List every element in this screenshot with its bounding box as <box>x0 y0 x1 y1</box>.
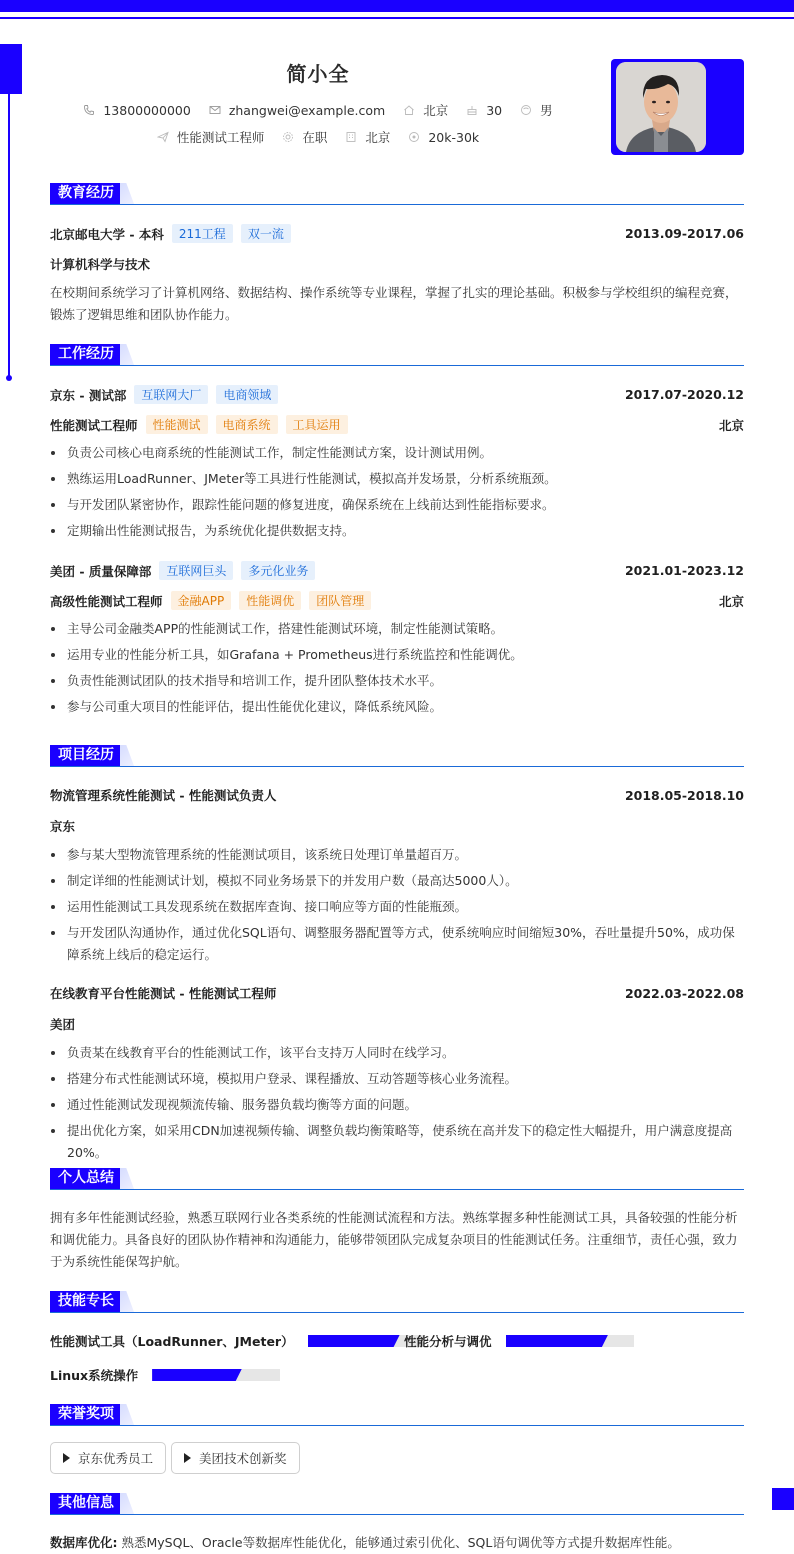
status-info <box>282 128 327 146</box>
skill-bar <box>152 1369 280 1381</box>
section-rule <box>50 766 744 767</box>
school-name: 北京邮电大学 - 本科 <box>50 226 164 242</box>
position-tag: 金融APP <box>171 591 232 610</box>
location-info <box>403 101 448 119</box>
section-education <box>50 183 744 207</box>
list-item: 熟练运用LoadRunner、JMeter等工具进行性能测试，模拟高并发场景，分析系统瓶颈。 <box>50 468 744 490</box>
list-item: 定期输出性能测试报告，为系统优化提供数据支持。 <box>50 520 744 542</box>
play-icon <box>184 1453 191 1463</box>
salary-text: 20k-30k <box>428 129 480 145</box>
position-tag: 工具运用 <box>286 415 348 434</box>
section-skills <box>50 1291 744 1315</box>
work-company-row <box>50 561 744 580</box>
other-label: 数据库优化: <box>50 1535 118 1550</box>
list-item: 运用性能测试工具发现系统在数据库查询、接口响应等方面的性能瓶颈。 <box>50 896 744 918</box>
side-accent-dot <box>6 375 12 381</box>
title-tail <box>120 1291 134 1312</box>
education-description: 在校期间系统学习了计算机网络、数据结构、操作系统等专业课程，掌握了扎实的理论基础。积极参与学校组织的编程竞赛，锻炼了逻辑思维和团队协作能力。 <box>50 285 738 322</box>
company-tag: 多元化业务 <box>241 561 315 580</box>
project-org: 美团 <box>50 1017 76 1032</box>
salary-info <box>408 130 479 145</box>
school-tag: 双一流 <box>241 224 291 243</box>
phone-text: 13800000000 <box>103 102 191 118</box>
position-tag: 性能调优 <box>239 591 301 610</box>
award-label: 京东优秀员工 <box>78 1451 154 1466</box>
gender-info <box>520 101 553 119</box>
company-name: 美团 - 质量保障部 <box>50 563 152 579</box>
position-tag: 电商系统 <box>216 415 278 434</box>
position-name: 高级性能测试工程师 <box>50 593 163 609</box>
title-tail <box>120 1168 134 1189</box>
building-icon <box>345 131 357 143</box>
title-tail <box>120 745 134 766</box>
skill-item <box>50 1332 423 1350</box>
section-rule <box>50 1189 744 1190</box>
section-other <box>50 1493 744 1517</box>
education-row <box>50 224 744 243</box>
work-period: 2017.07-2020.12 <box>624 387 744 402</box>
project-row <box>50 786 744 804</box>
email-info <box>209 103 385 118</box>
phone-info <box>83 103 190 118</box>
skill-name: 性能分析与调优 <box>404 1334 492 1349</box>
home-icon <box>403 104 415 116</box>
skill-bar-fill <box>308 1335 400 1347</box>
section-summary <box>50 1168 744 1192</box>
other-text: 熟悉MySQL、Oracle等数据库性能优化，能够通过索引优化、SQL语句调优等方式提升数据库性能。 <box>121 1535 680 1550</box>
list-item: 与开发团队沟通协作，通过优化SQL语句、调整服务器配置等方式，使系统响应时间缩短30%，吞吐量提升50%，成功保障系统上线后的稳定运行。 <box>50 922 744 966</box>
section-title: 荣誉奖项 <box>50 1404 122 1425</box>
cake-icon <box>466 104 478 116</box>
contact-row <box>0 101 636 119</box>
work-company-row <box>50 385 744 404</box>
section-title: 项目经历 <box>50 745 122 766</box>
school-tag: 211工程 <box>172 224 233 243</box>
work-position-row <box>50 591 744 610</box>
position-tag: 性能测试 <box>146 415 208 434</box>
section-title: 技能专长 <box>50 1291 122 1312</box>
email-text: zhangwei@example.com <box>228 102 386 118</box>
title-tail <box>120 344 134 365</box>
project-bullets <box>50 1042 744 1168</box>
section-rule <box>50 1514 744 1515</box>
section-title: 其他信息 <box>50 1493 122 1514</box>
title-tail <box>120 1493 134 1514</box>
work-bullets <box>50 618 744 722</box>
location-text: 北京 <box>423 103 449 118</box>
project-period: 2018.05-2018.10 <box>624 787 744 803</box>
position-tag: 团队管理 <box>309 591 371 610</box>
gender-text: 男 <box>540 103 553 118</box>
project-bullets <box>50 844 744 970</box>
section-title: 工作经历 <box>50 344 122 365</box>
list-item: 通过性能测试发现视频流传输、服务器负载均衡等方面的问题。 <box>50 1094 744 1116</box>
mail-icon <box>209 104 221 116</box>
company-tag: 电商领域 <box>216 385 278 404</box>
age-info <box>466 103 502 118</box>
skill-name: 性能测试工具（LoadRunner、JMeter） <box>50 1334 294 1349</box>
send-icon <box>157 131 169 143</box>
coin-icon <box>408 131 420 143</box>
skill-bar <box>506 1335 634 1347</box>
list-item: 运用专业的性能分析工具，如Grafana + Prometheus进行系统监控和性能调优。 <box>50 644 744 666</box>
skill-item <box>50 1366 280 1384</box>
project-row <box>50 984 744 1002</box>
list-item: 负责公司核心电商系统的性能测试工作，制定性能测试方案，设计测试用例。 <box>50 442 744 464</box>
project-name: 物流管理系统性能测试 - 性能测试负责人 <box>50 788 277 803</box>
skill-bar-fill <box>152 1369 242 1381</box>
award-label: 美团技术创新奖 <box>199 1451 287 1466</box>
education-period: 2013.09-2017.06 <box>624 226 744 241</box>
section-rule <box>50 1425 744 1426</box>
list-item: 主导公司金融类APP的性能测试工作，搭建性能测试环境，制定性能测试策略。 <box>50 618 744 640</box>
list-item: 参与公司重大项目的性能评估，提出性能优化建议，降低系统风险。 <box>50 696 744 718</box>
profile-photo <box>616 62 706 152</box>
list-item: 制定详细的性能测试计划，模拟不同业务场景下的并发用户数（最高达5000人）。 <box>50 870 744 892</box>
work-city: 北京 <box>718 593 744 609</box>
corner-accent-block <box>772 1488 794 1510</box>
section-work <box>50 344 744 368</box>
award-item <box>171 1442 300 1474</box>
section-title: 教育经历 <box>50 183 122 204</box>
title-tail <box>120 1404 134 1425</box>
job-target-info <box>157 128 265 146</box>
project-name: 在线教育平台性能测试 - 性能测试工程师 <box>50 986 277 1001</box>
company-name: 京东 - 测试部 <box>50 387 127 403</box>
section-rule <box>50 204 744 205</box>
candidate-name: 简小全 <box>286 62 350 86</box>
intent-row <box>0 128 636 146</box>
list-item: 负责性能测试团队的技术指导和培训工作，提升团队整体技术水平。 <box>50 670 744 692</box>
person-icon <box>520 104 532 116</box>
list-item: 参与某大型物流管理系统的性能测试项目，该系统日处理订单量超百万。 <box>50 844 744 866</box>
top-accent-line <box>0 17 794 19</box>
section-awards <box>50 1404 744 1428</box>
major: 计算机科学与技术 <box>50 257 151 272</box>
section-projects <box>50 745 744 769</box>
work-period: 2021.01-2023.12 <box>624 563 744 578</box>
target-city-info <box>345 128 390 146</box>
section-rule <box>50 365 744 366</box>
phone-icon <box>83 104 95 116</box>
list-item: 提出优化方案，如采用CDN加速视频传输、调整负载均衡策略等，使系统在高并发下的稳定性大幅提升，用户满意度提高20%。 <box>50 1120 744 1164</box>
position-name: 性能测试工程师 <box>50 417 138 433</box>
skill-item <box>404 1332 634 1350</box>
list-item: 负责某在线教育平台的性能测试工作，该平台支持万人同时在线学习。 <box>50 1042 744 1064</box>
section-title: 个人总结 <box>50 1168 122 1189</box>
work-city: 北京 <box>718 417 744 433</box>
job-target-text: 性能测试工程师 <box>176 130 265 145</box>
work-position-row <box>50 415 744 434</box>
summary-text: 拥有多年性能测试经验，熟悉互联网行业各类系统的性能测试流程和方法。熟练掌握多种性能测试工具，具备较强的性能分析和调优能力。具备良好的团队协作精神和沟通能力，能够带领团队完成复杂项目的性能测试任务。注重细节，责任心强，致力于为系统性能保驾护航。 <box>50 1210 738 1269</box>
award-item <box>50 1442 166 1474</box>
play-icon <box>63 1453 70 1463</box>
project-org: 京东 <box>50 819 76 834</box>
target-city-text: 北京 <box>365 130 391 145</box>
other-info <box>50 1533 680 1551</box>
company-tag: 互联网巨头 <box>159 561 233 580</box>
work-bullets <box>50 442 744 546</box>
title-tail <box>120 183 134 204</box>
age-text: 30 <box>486 102 503 118</box>
company-tag: 互联网大厂 <box>134 385 208 404</box>
section-rule <box>50 1312 744 1313</box>
list-item: 与开发团队紧密协作，跟踪性能问题的修复进度，确保系统在上线前达到性能指标要求。 <box>50 494 744 516</box>
skill-bar-fill <box>506 1335 608 1347</box>
list-item: 搭建分布式性能测试环境，模拟用户登录、课程播放、互动答题等核心业务流程。 <box>50 1068 744 1090</box>
gear-icon <box>282 131 294 143</box>
project-period: 2022.03-2022.08 <box>624 985 744 1001</box>
top-accent-bar <box>0 0 794 12</box>
status-text: 在职 <box>302 130 328 145</box>
skill-name: Linux系统操作 <box>50 1368 139 1383</box>
